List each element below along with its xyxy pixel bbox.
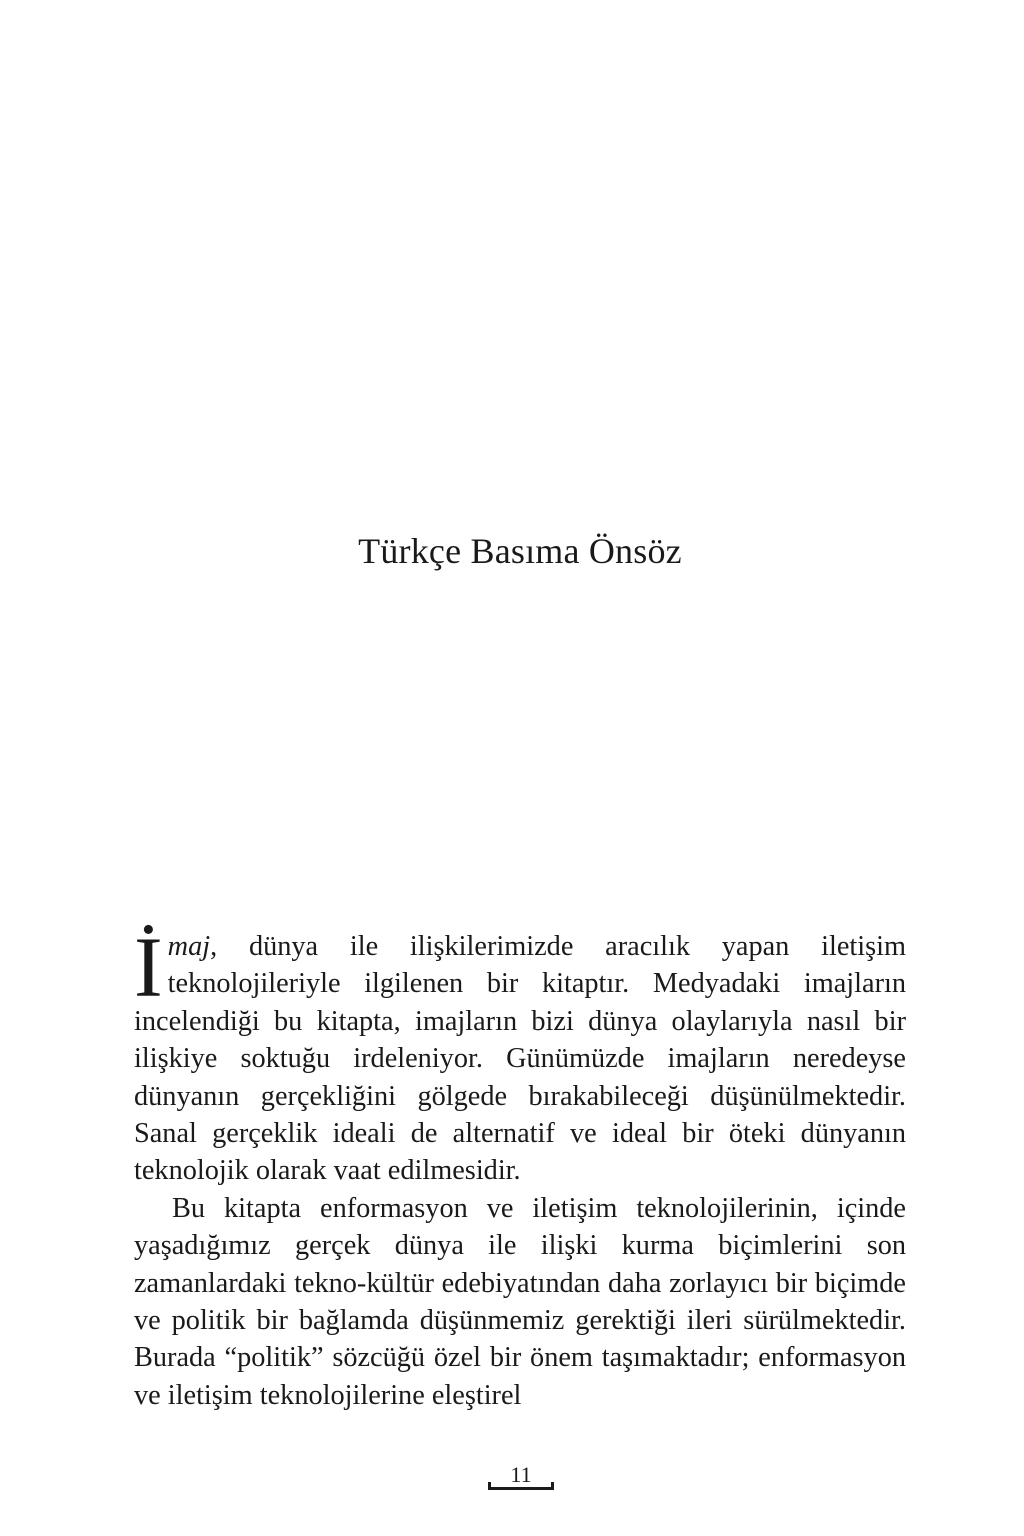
drop-cap: İ — [134, 919, 163, 1015]
paragraph-1 — [134, 919, 906, 1190]
italic-word: maj — [167, 931, 211, 962]
page-number: 11 — [510, 1462, 532, 1487]
chapter-title: Türkçe Basıma Önsöz — [358, 531, 682, 571]
paragraph-2: Bu kitapta enformasyon ve iletişim teknolojilerinin, içinde yaşadığımız gerçek dünya ile ilişki kurma biçimlerini son zamanlardaki tekno-kültür edebiyatından daha zorlayıcı bir biçimde ve politik bir bağlamda düşünmemiz gerektiği ileri sürülmektedir. Burada “politik” sözcüğü özel bir önem taşımaktadır; enformasyon ve iletişim teknolojilerine eleştirel — [134, 1192, 906, 1411]
body-text — [134, 919, 906, 1414]
paragraph-1-text: , dünya ile ilişkilerimizde aracılık yapan iletişim teknolojileriyle ilgilenen bir kitaptır. Medyadaki imajların incelendiği bu kitapta, imajların bizi dünya olaylarıyla nasıl bir ilişkiye soktuğu irdeleniyor. Günümüzde imajların neredeyse dünyanın gerçekliğini gölgede bırakabileceği düşünülmektedir. Sanal gerçeklik ideali de alternatif ve ideal bir öteki dünyanın teknolojik olarak vaat edilmesidir. — [134, 931, 906, 1187]
page-number-rule — [488, 1487, 554, 1490]
